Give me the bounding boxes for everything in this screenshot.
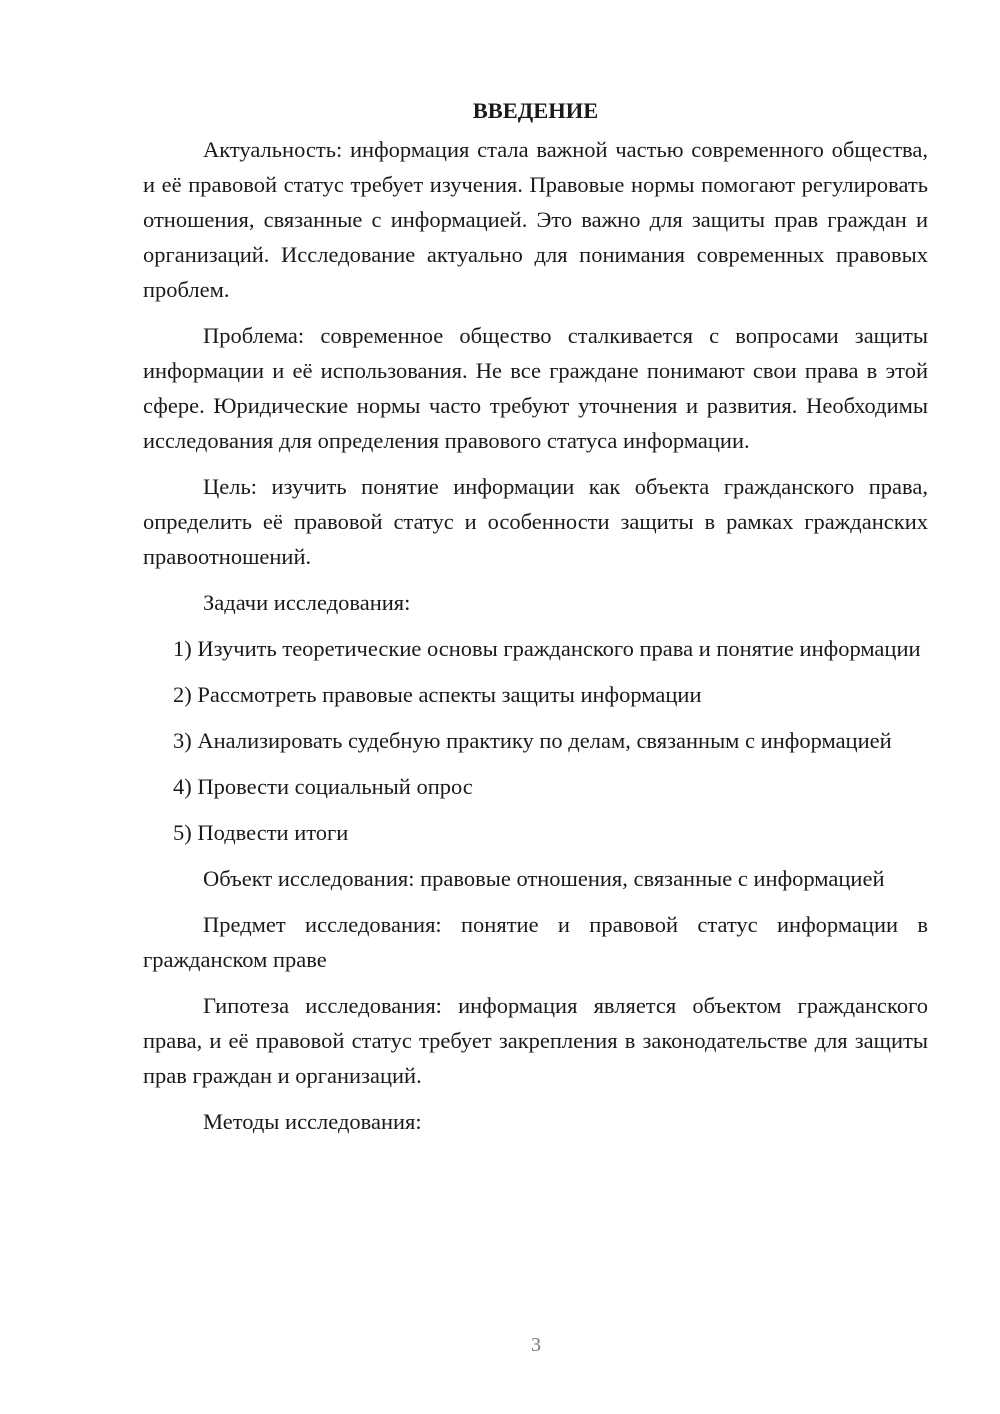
relevance-paragraph: Актуальность: информация стала важной частью современного общества, и её правовой статус требует изучения. Правовые нормы помогают регулировать отношения, связанные с информацией. Это важно для защиты прав граждан и организаций. Исследование актуально для понимания современных правовых проблем. (143, 137, 928, 302)
page-body (143, 96, 928, 1150)
goal-paragraph: Цель: изучить понятие информации как объекта гражданского права, определить её правовой статус и особенности защиты в рамках гражданских правоотношений. (143, 474, 928, 569)
task-item: 3) Анализировать судебную практику по делам, связанным с информацией (173, 728, 892, 753)
task-item: 2) Рассмотреть правовые аспекты защиты информации (173, 682, 702, 707)
hypothesis-paragraph: Гипотеза исследования: информация является объектом гражданского права, и её правовой статус требует закрепления в законодательстве для защиты прав граждан и организаций. (143, 993, 928, 1088)
subject-paragraph: Предмет исследования: понятие и правовой статус информации в гражданском праве (143, 912, 928, 972)
task-item: 1) Изучить теоретические основы гражданского права и понятие информации (173, 636, 921, 661)
section-title: ВВЕДЕНИЕ (472, 98, 599, 123)
task-item: 5) Подвести итоги (173, 820, 349, 845)
page-number: 3 (531, 1334, 541, 1356)
tasks-heading: Задачи исследования: (203, 590, 411, 615)
problem-paragraph: Проблема: современное общество сталкивается с вопросами защиты информации и её использования. Не все граждане понимают свои права в этой сфере. Юридические нормы часто требуют уточнения и развития. Необходимы исследования для определения правового статуса информации. (143, 323, 928, 453)
methods-heading: Методы исследования: (203, 1109, 422, 1134)
task-item: 4) Провести социальный опрос (173, 774, 473, 799)
object-paragraph: Объект исследования: правовые отношения, связанные с информацией (203, 866, 885, 891)
